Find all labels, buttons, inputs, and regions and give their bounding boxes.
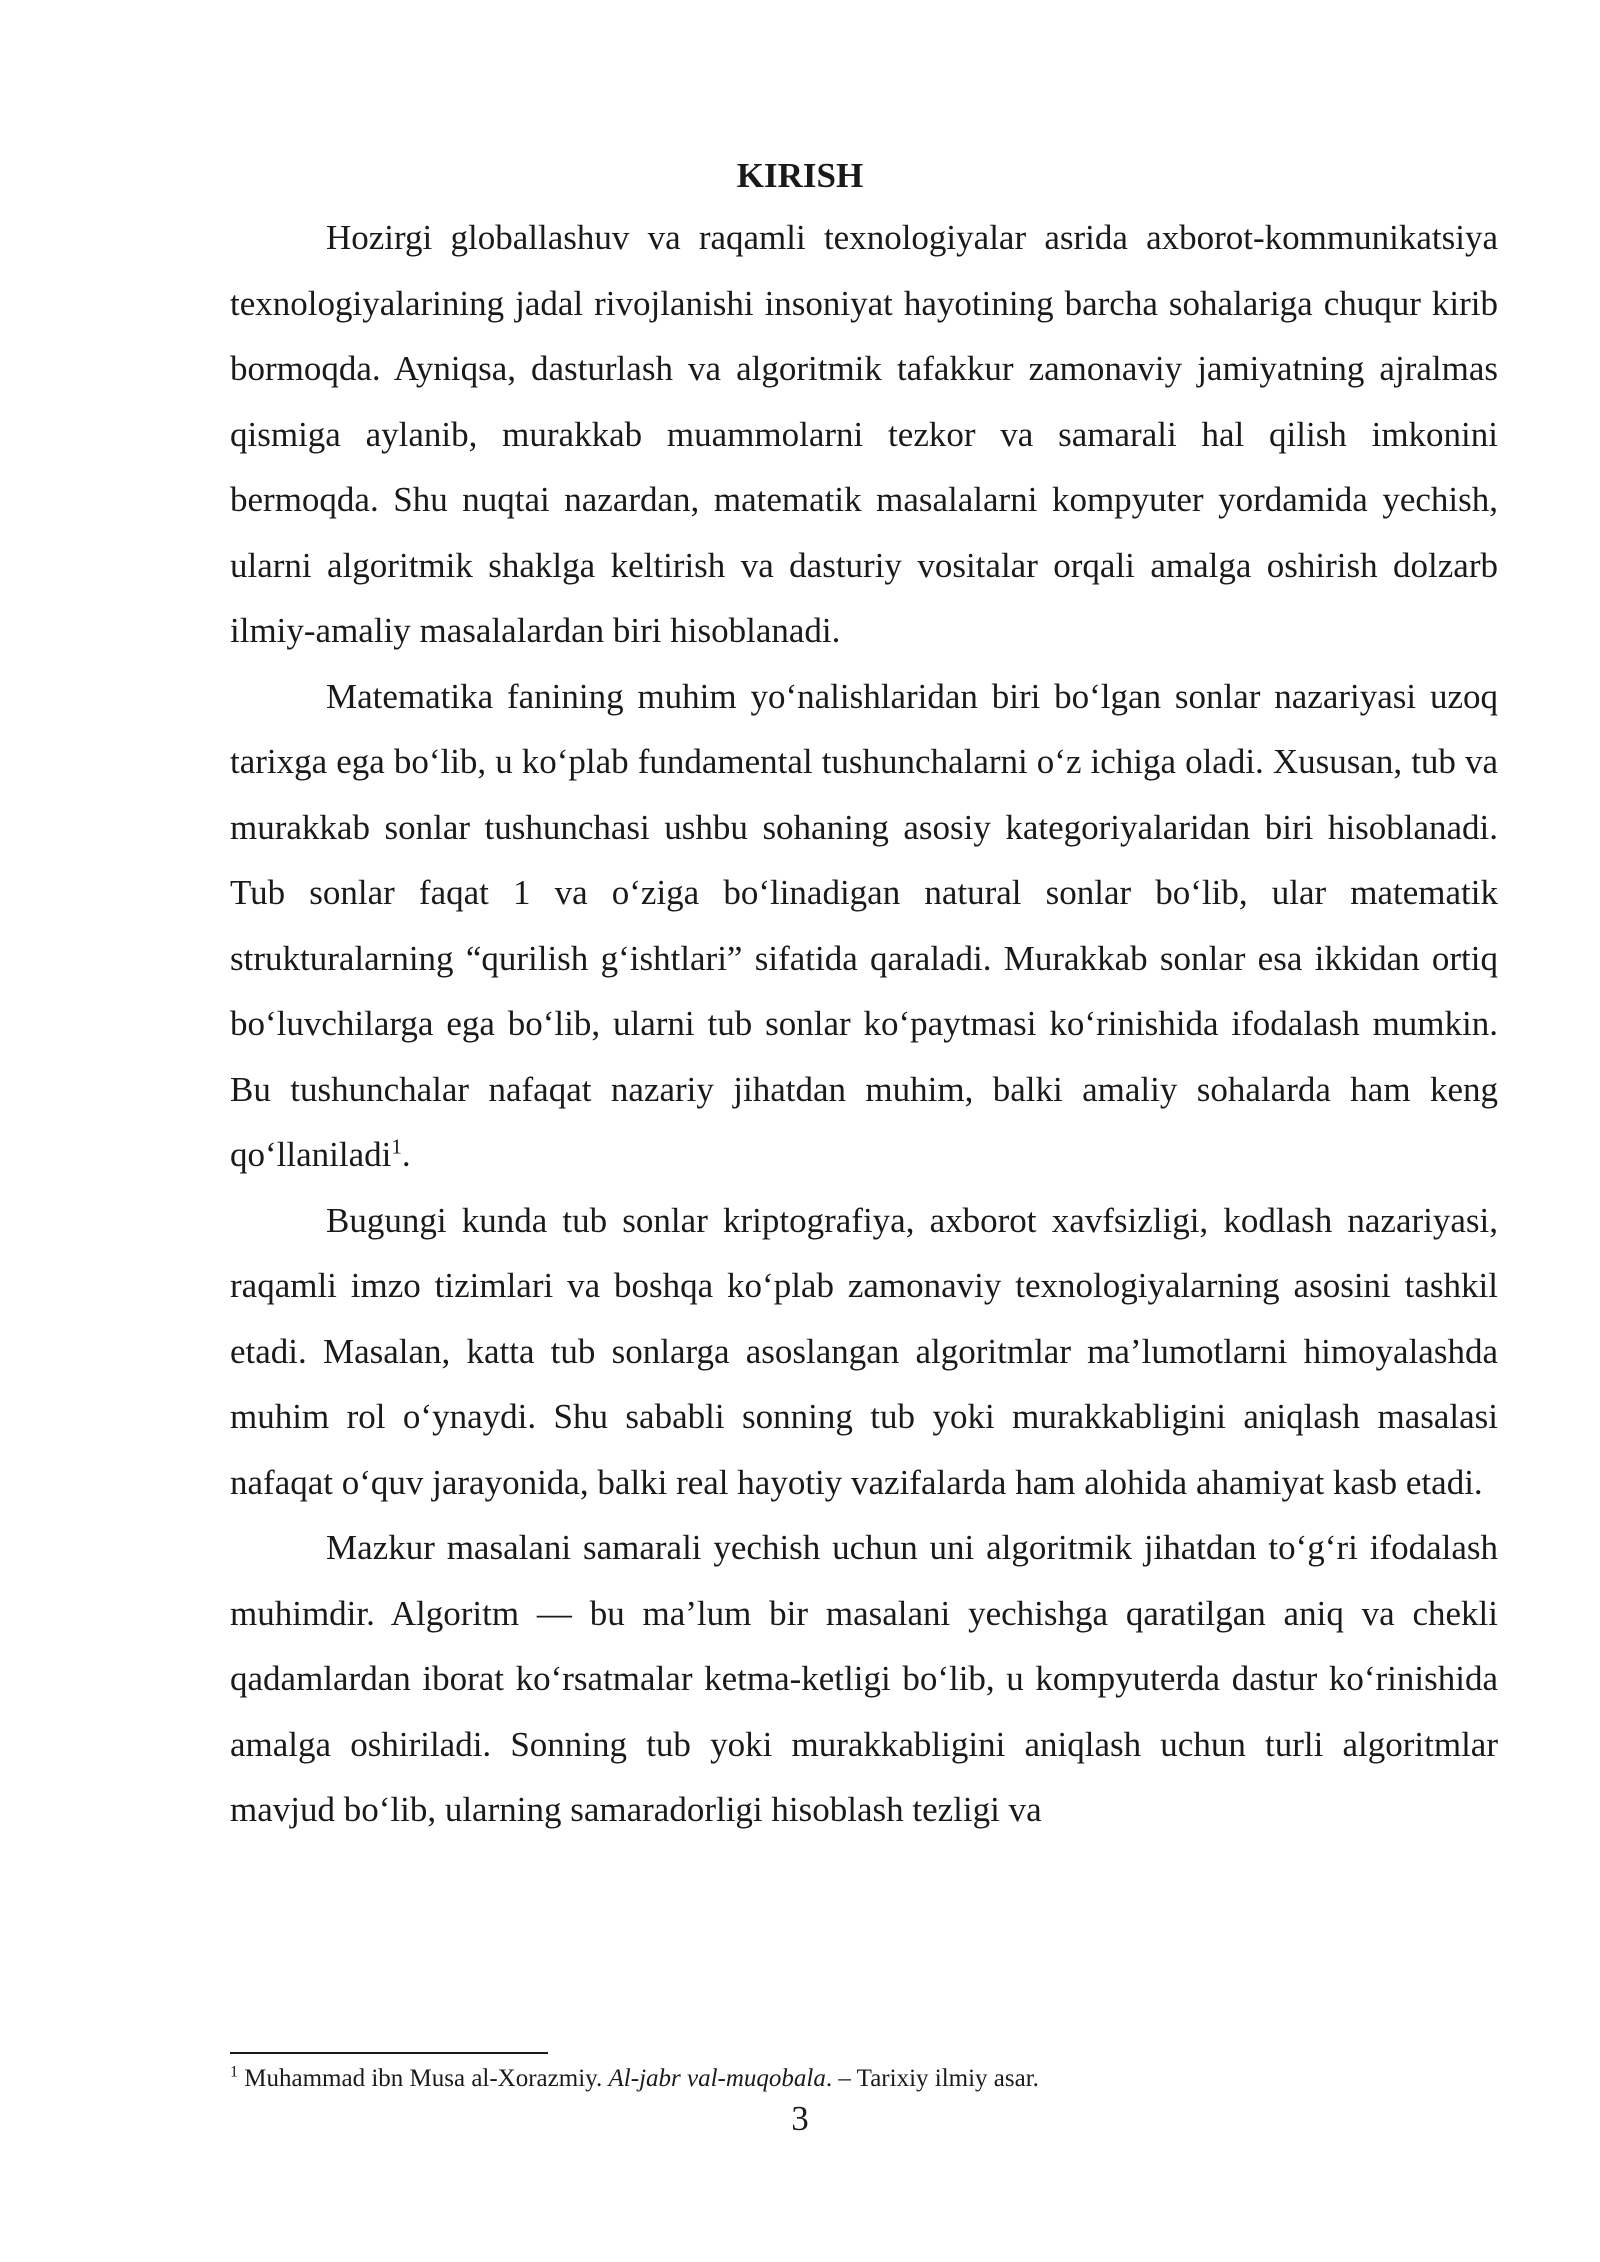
footnote [230,2062,1498,2096]
paragraph-2-text: Matematika fanining muhim yo‘nalishlaridan biri bo‘lgan sonlar nazariyasi uzoq tarixga ega bo‘lib, u ko‘plab fundamental tushunchalarni o‘z ichiga oladi. Xususan, tub va murakkab sonlar tushunchasi ushbu sohaning asosiy kategoriyalaridan biri hisoblanadi. Tub sonlar faqat 1 va o‘ziga bo‘linadigan natural sonlar bo‘lib, ular matematik strukturalarning “qurilish g‘ishtlari” sifatida qaraladi. Murakkab sonlar esa ikkidan ortiq bo‘luvchilarga ega bo‘lib, ularni tub sonlar ko‘paytmasi ko‘rinishida ifodalash mumkin. Bu tushunchalar nafaqat nazariy jihatdan muhim, balki amaliy sohalarda ham keng qo‘llaniladi [230,676,1498,1174]
footnote-reference[interactable]: 1 [391,1134,402,1159]
paragraph-1: Hozirgi globallashuv va raqamli texnologiyalar asrida axborot-kommunikatsiya texnologiyalarining jadal rivojlanishi insoniyat hayotining barcha sohalariga chuqur kirib bormoqda. Ayniqsa, dasturlash va algoritmik tafakkur zamonaviy jamiyatning ajralmas qismiga aylanib, murakkab muammolarni tezkor va samarali hal qilish imkonini bermoqda. Shu nuqtai nazardan, matematik masalalarni kompyuter yordamida yechish, ularni algoritmik shaklga keltirish va dasturiy vositalar orqali amalga oshirish dolzarb ilmiy-amaliy masalalardan biri hisoblanadi. [230,218,1498,650]
footnote-title: Al-jabr val-muqobala [608,2065,826,2092]
footnote-rest: . – Tarixiy ilmiy asar. [825,2065,1039,2092]
paragraph-2 [230,664,1498,1188]
footnote-number: 1 [230,2063,238,2081]
paragraph-2-end: . [401,1135,411,1174]
section-heading: KIRISH [736,156,864,195]
paragraph-3: Bugungi kunda tub sonlar kriptografiya, axborot xavfsizligi, kodlash nazariyasi, raqamli imzo tizimlari va boshqa ko‘plab zamonaviy texnologiyalarning asosini tashkil etadi. Masalan, katta tub sonlarga asoslangan algoritmlar ma’lumotlarni himoyalashda muhim rol o‘ynaydi. Shu sababli sonning tub yoki murakkabligini aniqlash masalasi nafaqat o‘quv jarayonida, balki real hayotiy vazifalarda ham alohida ahamiyat kasb etadi. [230,1200,1498,1502]
page-number: 3 [791,2099,809,2138]
footnote-separator [230,2052,548,2054]
paragraph-4: Mazkur masalani samarali yechish uchun uni algoritmik jihatdan to‘g‘ri ifodalash muhimdir. Algoritm — bu ma’lum bir masalani yechishga qaratilgan aniq va chekli qadamlardan iborat ko‘rsatmalar ketma-ketligi bo‘lib, u kompyuterda dastur ko‘rinishida amalga oshiriladi. Sonning tub yoki murakkabligini aniqlash uchun turli algoritmlar mavjud bo‘lib, ularning samaradorligi hisoblash tezligi va [230,1528,1498,1829]
body-text [230,205,1498,1843]
footnote-author: Muhammad ibn Musa al-Xorazmiy. [238,2065,609,2092]
